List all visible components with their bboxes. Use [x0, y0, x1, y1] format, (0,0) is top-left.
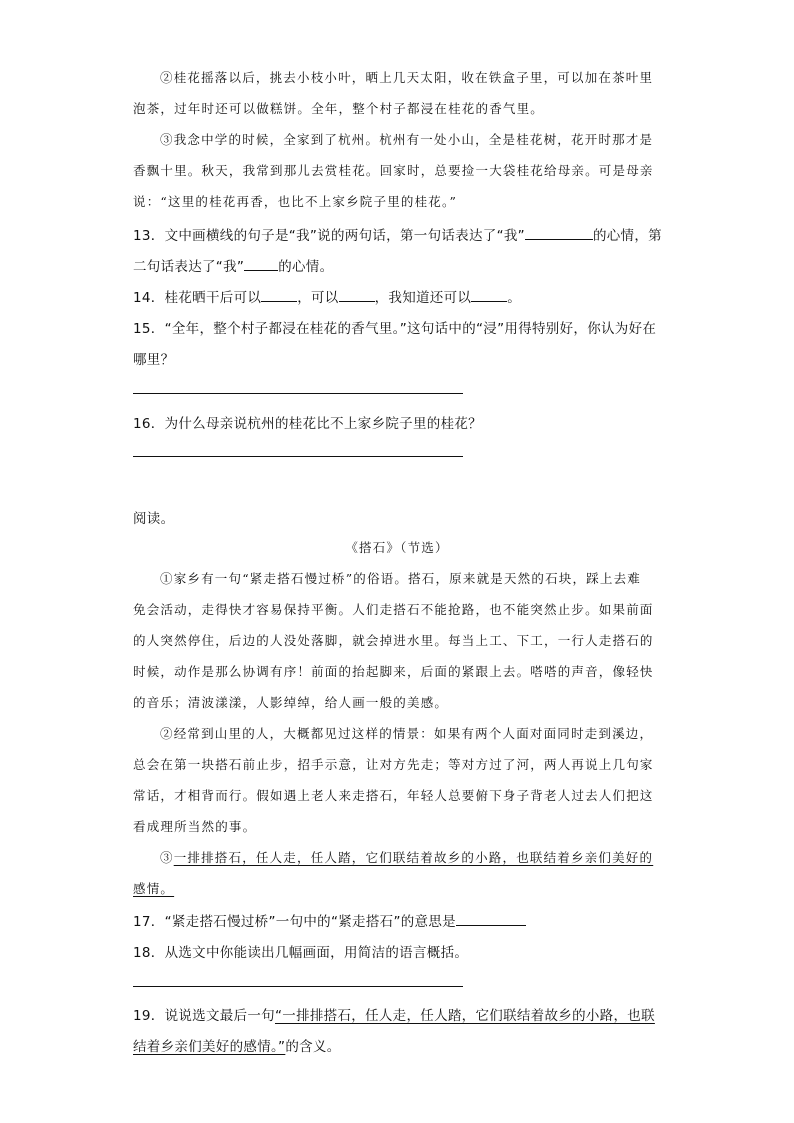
passage2-paragraph2-line3: 常话，才相背而行。假如遇上老人来走搭石，年轻人总要俯下身子背老人过去人们把这: [133, 788, 654, 803]
passage1-paragraph2-line2: 泡茶，过年时还可以做糕饼。全年，整个村子都浸在桂花的香气里。: [133, 101, 545, 116]
question-15-line2: 哪里？: [133, 352, 175, 368]
question-19-text-d: 的含义。: [285, 1039, 341, 1055]
passage1-paragraph3-line1: ③我念中学的时候，全家到了杭州。杭州有一处小山，全是桂花树，花开时那才是: [160, 132, 654, 147]
passage2-paragraph2-line1: ②经常到山里的人，大概都见过这样的情景：如果有两个人面对面同时走到溪边，: [160, 726, 654, 741]
passage2-paragraph1-line2: 免会活动，走得快才容易保持平衡。人们走搭石不能抢路，也不能突然止步。如果前面: [133, 602, 654, 617]
question-18-answer-line[interactable]: [133, 986, 463, 987]
question-14-blank-1[interactable]: [261, 289, 297, 302]
question-13-line1: [133, 224, 662, 244]
question-14-blank-3[interactable]: [471, 289, 507, 302]
passage2-paragraph1-line3: 的人突然停住，后边的人没处落脚，就会掉进水里。每当上工、下工，一行人走搭石的: [133, 633, 654, 648]
passage2-paragraph1-line1: ①家乡有一句“紧走搭石慢过桥”的俗语。搭石，原来就是天然的石块，踩上去难: [160, 571, 641, 586]
question-19-line1: [133, 1004, 655, 1024]
question-14-text-b: ，可以: [297, 290, 339, 306]
question-19-quoted-part1: “一排排搭石，任人走，任人踏，它们联结着故乡的小路，也联: [274, 1008, 655, 1024]
question-15-answer-line[interactable]: [133, 393, 463, 394]
passage2-paragraph2-line2: 总会在第一块搭石前止步，招手示意，让对方先走；等对方过了河，两人再说上几句家: [133, 757, 654, 772]
passage2-underlined-sentence-part2: 感情。: [133, 881, 175, 896]
question-16-answer-line[interactable]: [133, 456, 463, 457]
question-17-text: 17．“紧走搭石慢过桥”一句中的“紧走搭石”的意思是: [133, 914, 456, 930]
question-14-text-d: 。: [507, 290, 522, 306]
question-13-text-a: 13．文中画横线的句子是“我”说的两句话，第一句话表达了“我”: [133, 228, 525, 244]
question-13-text-d: 的心情。: [278, 259, 334, 275]
question-19-line2: [133, 1035, 341, 1055]
question-19-text-a: 19．说说选文最后一句: [133, 1008, 275, 1024]
question-13-text-b: 的心情，第: [592, 228, 662, 244]
passage2-paragraph3-line1: [160, 848, 653, 866]
question-14-text-a: 14．桂花晒干后可以: [133, 290, 262, 306]
passage2-paragraph1-line5: 的音乐；清波漾漾，人影绰绰，给人画一般的美感。: [133, 695, 449, 710]
question-13-blank-1[interactable]: [525, 227, 593, 240]
question-15-line1: 15．“全年，整个村子都浸在桂花的香气里。”这句话中的“浸”用得特别好，你认为好在: [133, 321, 657, 337]
passage1-paragraph2-line1: ②桂花摇落以后，挑去小枝小叶，晒上几天太阳，收在铁盒子里，可以加在茶叶里: [160, 70, 654, 85]
passage2-title: 《搭石》（节选）: [345, 540, 449, 555]
question-19-quoted-part2: 结着乡亲们美好的感情。”: [133, 1039, 286, 1055]
question-18: 18．从选文中你能读出几幅画面，用简洁的语言概括。: [133, 945, 469, 961]
question-14-text-c: ，我知道还可以: [374, 290, 472, 306]
reading-intro: 阅读。: [133, 511, 175, 527]
question-14-blank-2[interactable]: [339, 289, 375, 302]
passage2-paragraph2-line4: 看成理所当然的事。: [133, 819, 257, 834]
question-17-blank[interactable]: [456, 913, 526, 926]
passage1-paragraph3-line3: 说：“这里的桂花再香，也比不上家乡院子里的桂花。”: [133, 194, 458, 209]
passage1-paragraph3-line2: 香飘十里。秋天，我常到那儿去赏桂花。回家时，总要捡一大袋桂花给母亲。可是母亲: [133, 163, 654, 178]
question-17: [133, 910, 526, 930]
passage2-paragraph3-line2: [133, 879, 174, 897]
passage2-underlined-sentence-part1: 一排排搭石，任人走，任人踏，它们联结着故乡的小路，也联结着乡亲们美好的: [173, 850, 654, 865]
question-13-line2: [133, 255, 333, 275]
question-13-text-c: 二句话表达了“我”: [133, 259, 245, 275]
passage2-paragraph3-number: ③: [160, 850, 174, 865]
question-16: 16．为什么母亲说杭州的桂花比不上家乡院子里的桂花？: [133, 416, 482, 432]
question-14: [133, 286, 521, 306]
passage2-paragraph1-line4: 时候，动作是那么协调有序！前面的抬起脚来，后面的紧跟上去。嗒嗒的声音，像轻快: [133, 664, 654, 679]
question-13-blank-2[interactable]: [244, 258, 278, 271]
